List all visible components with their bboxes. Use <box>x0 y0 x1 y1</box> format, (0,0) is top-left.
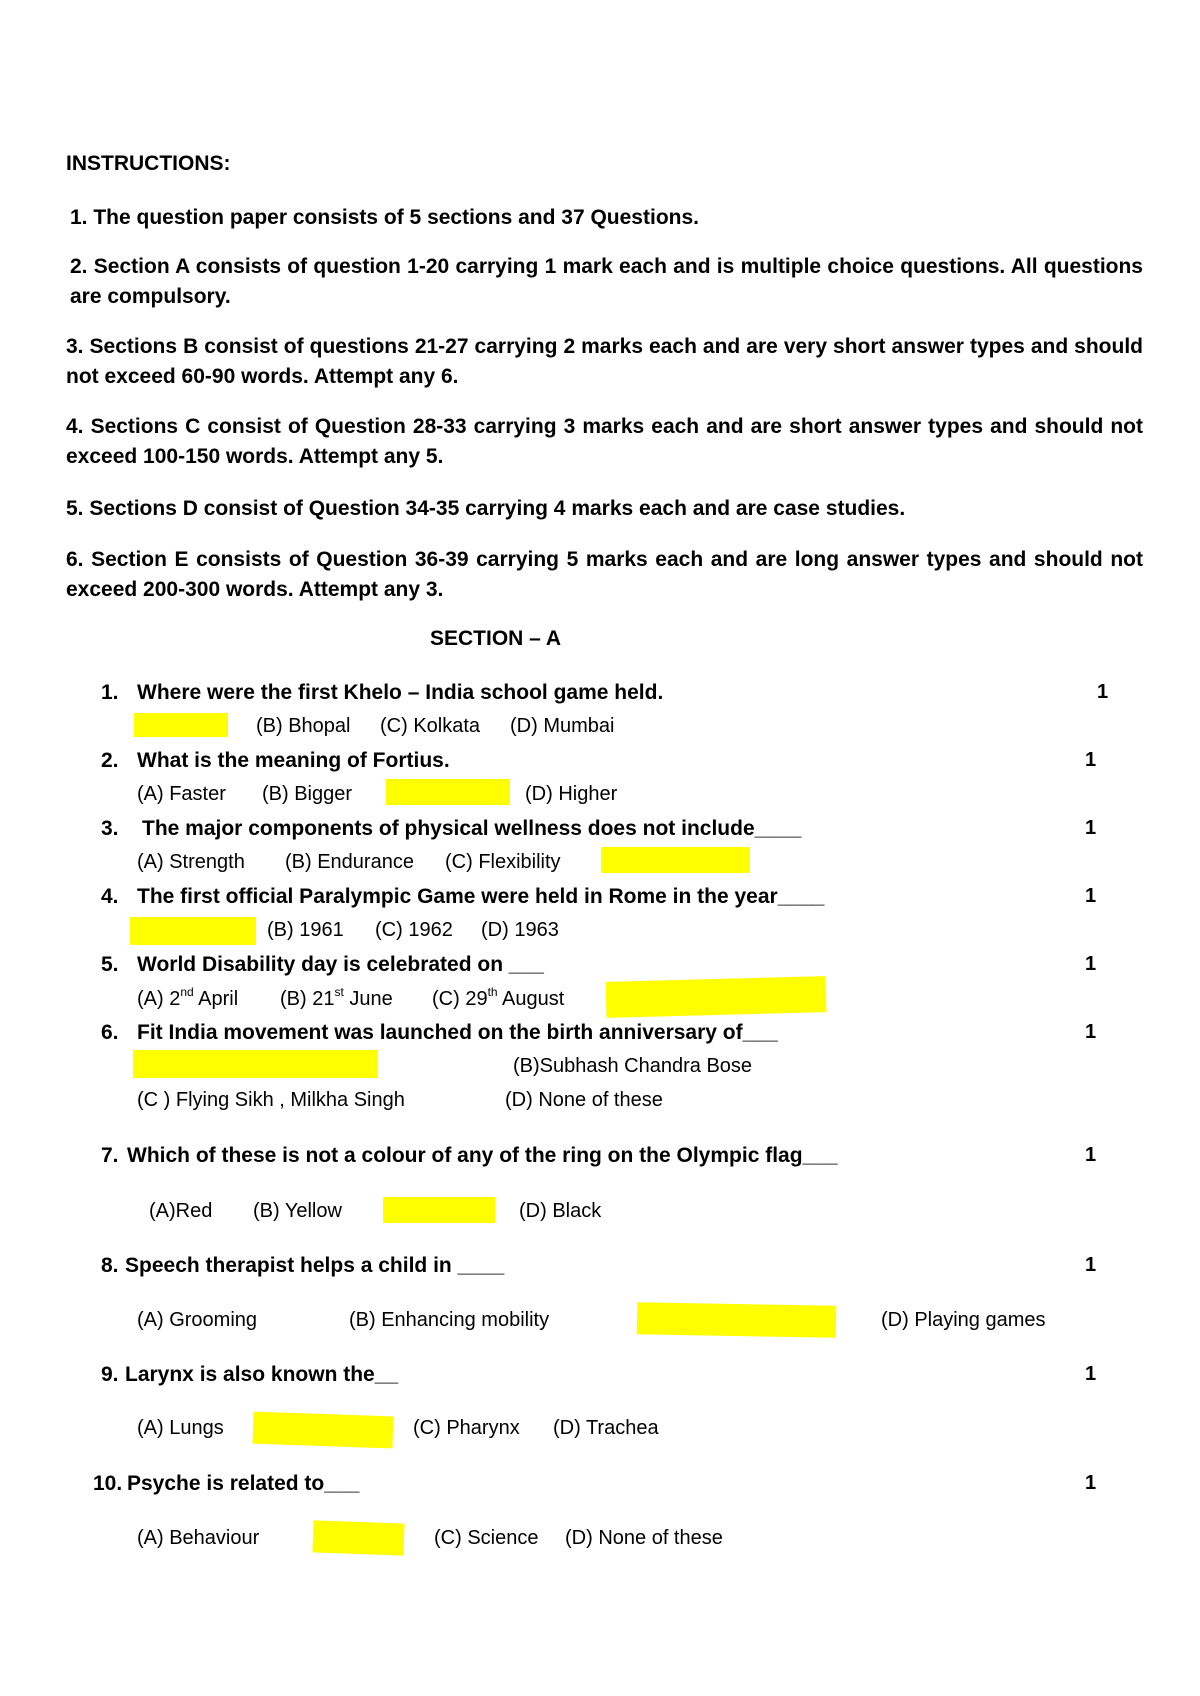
instructions-heading: INSTRUCTIONS: <box>66 152 231 175</box>
question-marks: 1 <box>1085 1021 1097 1043</box>
question-text: The major components of physical wellness does not include____ <box>142 817 802 840</box>
question-text: Fit India movement was launched on the birth anniversary of___ <box>137 1021 778 1044</box>
question-number: 6. <box>101 1021 119 1044</box>
option: (A) Faster <box>137 783 226 805</box>
question-marks: 1 <box>1085 1472 1097 1494</box>
option: (B) Bhopal <box>256 715 351 737</box>
instruction-item: 6. Section E consists of Question 36-39 carrying 5 marks each and are long answer types and should not exceed 200-300 words. Attempt any 3. <box>66 548 1143 601</box>
option: (D) Higher <box>525 783 618 805</box>
question-number: 5. <box>101 953 119 976</box>
question-text: The first official Paralympic Game were held in Rome in the year____ <box>137 885 825 908</box>
question-number: 1. <box>101 681 119 704</box>
option: (B) Enhancing mobility <box>349 1309 550 1331</box>
answer-highlight <box>312 1520 404 1555</box>
instruction-item: 1. The question paper consists of 5 sections and 37 Questions. <box>70 206 699 229</box>
option: (B) 1961 <box>267 919 344 941</box>
option: (B) Yellow <box>253 1200 342 1222</box>
instruction-item: 3. Sections B consist of questions 21-27 carrying 2 marks each and are very short answer types and should not exceed 60-90 words. Attempt any 6. <box>66 335 1143 388</box>
option: (B) Endurance <box>285 851 414 873</box>
question-marks: 1 <box>1085 817 1097 839</box>
question-number: 4. <box>101 885 119 908</box>
instruction-item: 5. Sections D consist of Question 34-35 carrying 4 marks each and are case studies. <box>66 497 906 520</box>
answer-highlight <box>133 1050 378 1078</box>
question-text: Where were the first Khelo – India school game held. <box>137 681 664 704</box>
instruction-item: 4. Sections C consist of Question 28-33 carrying 3 marks each and are short answer types and should not exceed 100-150 words. Attempt any 5. <box>66 415 1143 468</box>
option: (D) None of these <box>565 1527 723 1549</box>
question-marks: 1 <box>1085 749 1097 771</box>
option: (A) Behaviour <box>137 1527 260 1549</box>
answer-highlight <box>130 917 256 945</box>
question-text: Which of these is not a colour of any of the ring on the Olympic flag___ <box>127 1144 838 1167</box>
option: (D) Playing games <box>881 1309 1046 1331</box>
option: (B)Subhash Chandra Bose <box>513 1055 753 1077</box>
question-number: 9. <box>101 1363 119 1386</box>
answer-highlight <box>606 976 827 1018</box>
question-text: World Disability day is celebrated on ___ <box>137 953 544 976</box>
option: (C) Science <box>434 1527 539 1549</box>
question-marks: 1 <box>1085 885 1097 907</box>
answer-highlight <box>383 1197 495 1223</box>
option: (A) 2nd April <box>137 985 239 1010</box>
option: (D) 1963 <box>481 919 559 941</box>
answer-highlight <box>637 1302 837 1337</box>
question-marks: 1 <box>1085 953 1097 975</box>
option: (B) Bigger <box>262 783 353 805</box>
option: (C) Flexibility <box>445 851 561 873</box>
question-text: Psyche is related to___ <box>127 1472 360 1495</box>
option: (C) Kolkata <box>380 715 481 737</box>
answer-highlight <box>601 847 750 873</box>
option: (D) Black <box>519 1200 602 1222</box>
option: (C) Pharynx <box>413 1417 520 1439</box>
option: (A) Lungs <box>137 1417 224 1439</box>
section-title: SECTION – A <box>430 627 562 650</box>
option: (D) None of these <box>505 1089 663 1111</box>
question-marks: 1 <box>1085 1363 1097 1385</box>
option: (A) Strength <box>137 851 245 873</box>
answer-highlight <box>252 1412 393 1449</box>
option: (C) 29th August <box>432 985 565 1010</box>
option: (D) Mumbai <box>510 715 615 737</box>
question-marks: 1 <box>1085 1144 1097 1166</box>
question-number: 7. <box>101 1144 119 1167</box>
question-marks: 1 <box>1097 681 1109 703</box>
question-text: Larynx is also known the__ <box>125 1363 399 1386</box>
option: (C ) Flying Sikh , Milkha Singh <box>137 1089 405 1111</box>
option: (B) 21st June <box>280 985 393 1010</box>
option: (A)Red <box>149 1200 213 1222</box>
question-text: Speech therapist helps a child in ____ <box>125 1254 505 1277</box>
question-number: 3. <box>101 817 119 840</box>
answer-highlight <box>386 779 510 805</box>
question-marks: 1 <box>1085 1254 1097 1276</box>
option: (D) Trachea <box>553 1417 659 1439</box>
option: (A) Grooming <box>137 1309 258 1331</box>
question-number: 2. <box>101 749 119 772</box>
option: (C) 1962 <box>375 919 453 941</box>
instruction-item: 2. Section A consists of question 1-20 carrying 1 mark each and is multiple choice questions. All questions are compulsory. <box>70 255 1143 308</box>
question-number: 8. <box>101 1254 119 1277</box>
answer-highlight <box>134 713 228 737</box>
question-number: 10. <box>93 1472 123 1495</box>
question-text: What is the meaning of Fortius. <box>137 749 450 772</box>
